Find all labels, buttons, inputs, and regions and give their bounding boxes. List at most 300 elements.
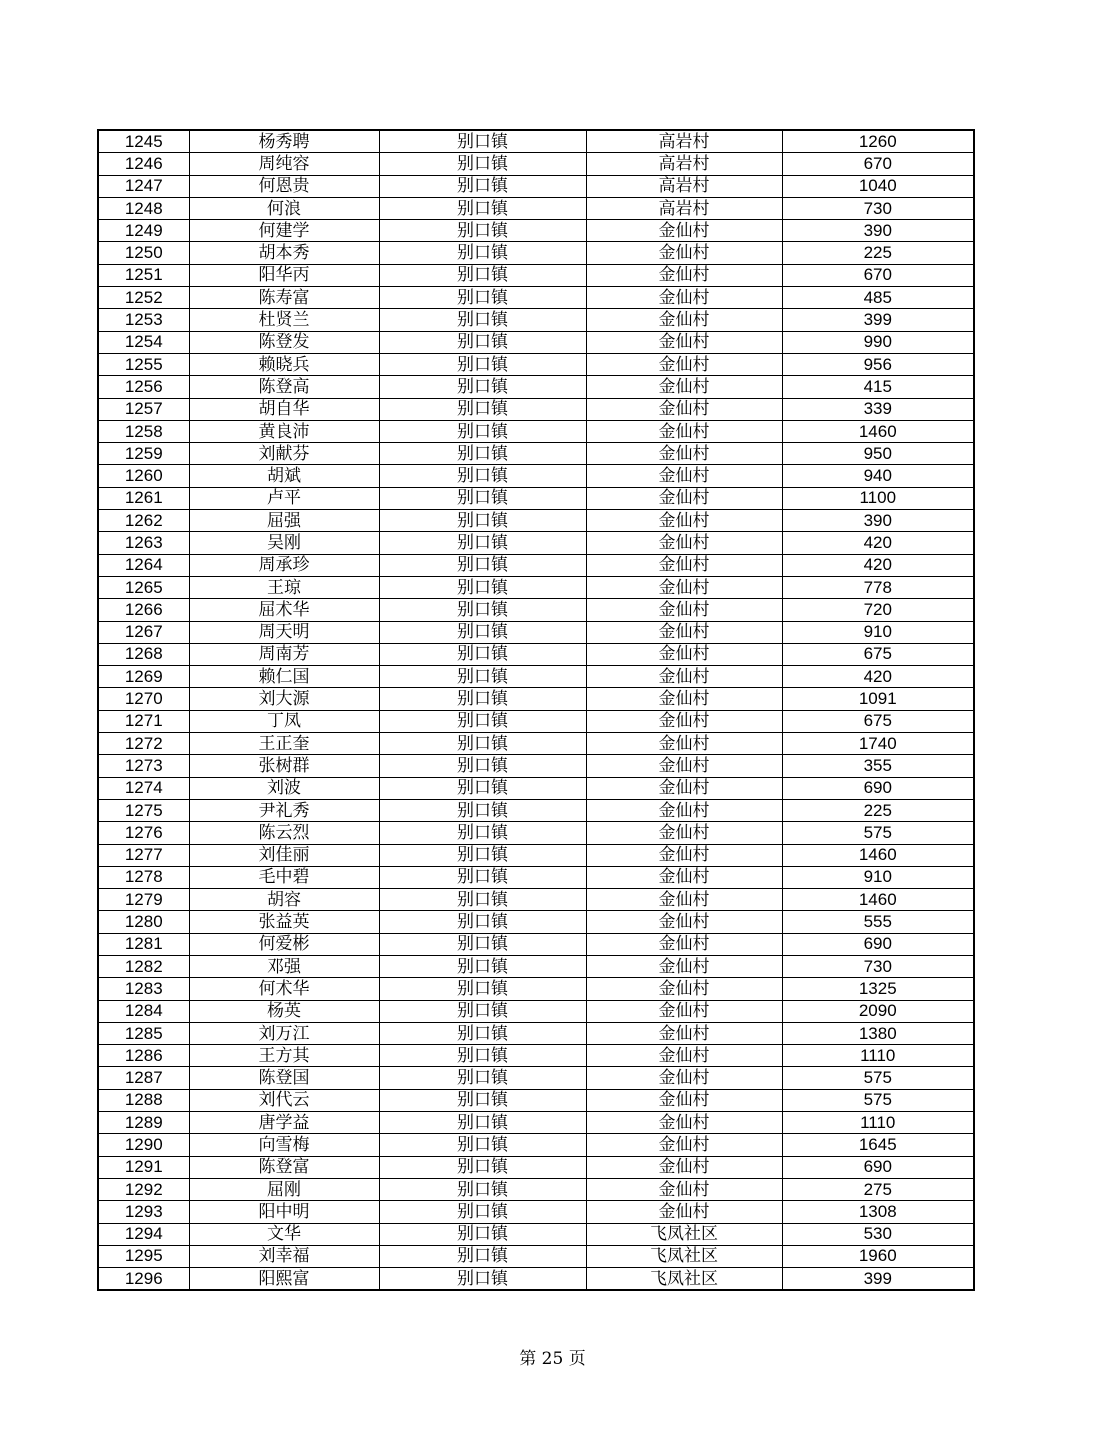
cell-village: 高岩村 [586, 175, 782, 197]
cell-amount: 690 [782, 1156, 974, 1178]
cell-town: 别口镇 [379, 1000, 586, 1022]
table-row [98, 197, 974, 219]
table-row [98, 153, 974, 175]
cell-number: 1269 [98, 666, 189, 688]
cell-village: 金仙村 [586, 242, 782, 264]
cell-name: 邓强 [189, 955, 379, 977]
table-row [98, 866, 974, 888]
data-table [97, 129, 975, 1291]
cell-town: 别口镇 [379, 1089, 586, 1111]
cell-village: 金仙村 [586, 554, 782, 576]
cell-name: 周承珍 [189, 554, 379, 576]
cell-town: 别口镇 [379, 889, 586, 911]
table-row [98, 487, 974, 509]
cell-village: 飞凤社区 [586, 1223, 782, 1245]
cell-village: 金仙村 [586, 398, 782, 420]
cell-town: 别口镇 [379, 755, 586, 777]
cell-amount: 940 [782, 465, 974, 487]
cell-town: 别口镇 [379, 153, 586, 175]
cell-number: 1287 [98, 1067, 189, 1089]
page-number: 第 25 页 [519, 1349, 586, 1369]
cell-town: 别口镇 [379, 510, 586, 532]
table-row [98, 576, 974, 598]
table-row [98, 844, 974, 866]
cell-name: 陈登国 [189, 1067, 379, 1089]
cell-number: 1245 [98, 130, 189, 153]
cell-village: 金仙村 [586, 264, 782, 286]
cell-name: 陈登发 [189, 331, 379, 353]
cell-name: 王琼 [189, 576, 379, 598]
cell-village: 金仙村 [586, 710, 782, 732]
table-row [98, 1245, 974, 1267]
cell-amount: 1960 [782, 1245, 974, 1267]
cell-name: 胡斌 [189, 465, 379, 487]
table-row [98, 955, 974, 977]
cell-number: 1263 [98, 532, 189, 554]
cell-amount: 690 [782, 777, 974, 799]
table-row [98, 510, 974, 532]
cell-amount: 225 [782, 799, 974, 821]
table-row [98, 465, 974, 487]
cell-name: 卢平 [189, 487, 379, 509]
table-row [98, 287, 974, 309]
cell-amount: 1460 [782, 844, 974, 866]
cell-town: 别口镇 [379, 1178, 586, 1200]
cell-name: 杨英 [189, 1000, 379, 1022]
cell-village: 金仙村 [586, 911, 782, 933]
cell-name: 向雪梅 [189, 1134, 379, 1156]
cell-town: 别口镇 [379, 532, 586, 554]
table-row [98, 1000, 974, 1022]
cell-amount: 670 [782, 264, 974, 286]
cell-amount: 1091 [782, 688, 974, 710]
table-row [98, 799, 974, 821]
cell-number: 1253 [98, 309, 189, 331]
cell-number: 1276 [98, 822, 189, 844]
cell-town: 别口镇 [379, 621, 586, 643]
table-row [98, 933, 974, 955]
cell-village: 金仙村 [586, 1022, 782, 1044]
table-row [98, 398, 974, 420]
data-table-container [97, 129, 975, 1291]
cell-name: 刘大源 [189, 688, 379, 710]
table-row [98, 353, 974, 375]
table-row [98, 1268, 974, 1291]
cell-amount: 1040 [782, 175, 974, 197]
cell-amount: 720 [782, 599, 974, 621]
cell-number: 1258 [98, 420, 189, 442]
table-row [98, 889, 974, 911]
cell-name: 屈术华 [189, 599, 379, 621]
cell-town: 别口镇 [379, 666, 586, 688]
cell-number: 1296 [98, 1268, 189, 1291]
table-row [98, 1045, 974, 1067]
cell-amount: 1380 [782, 1022, 974, 1044]
cell-number: 1295 [98, 1245, 189, 1267]
cell-village: 金仙村 [586, 420, 782, 442]
table-row [98, 822, 974, 844]
cell-amount: 1325 [782, 978, 974, 1000]
cell-name: 阳熙富 [189, 1268, 379, 1291]
cell-name: 何术华 [189, 978, 379, 1000]
cell-name: 杜贤兰 [189, 309, 379, 331]
cell-town: 别口镇 [379, 420, 586, 442]
cell-town: 别口镇 [379, 866, 586, 888]
cell-town: 别口镇 [379, 643, 586, 665]
cell-name: 尹礼秀 [189, 799, 379, 821]
cell-amount: 355 [782, 755, 974, 777]
cell-number: 1280 [98, 911, 189, 933]
cell-amount: 910 [782, 866, 974, 888]
cell-number: 1279 [98, 889, 189, 911]
cell-town: 别口镇 [379, 1201, 586, 1223]
cell-number: 1274 [98, 777, 189, 799]
cell-village: 金仙村 [586, 733, 782, 755]
cell-town: 别口镇 [379, 443, 586, 465]
table-row [98, 1134, 974, 1156]
cell-village: 金仙村 [586, 510, 782, 532]
table-row [98, 1022, 974, 1044]
table-body [98, 130, 974, 1290]
cell-amount: 555 [782, 911, 974, 933]
table-row [98, 1178, 974, 1200]
cell-name: 王正奎 [189, 733, 379, 755]
cell-number: 1270 [98, 688, 189, 710]
cell-name: 毛中碧 [189, 866, 379, 888]
cell-amount: 339 [782, 398, 974, 420]
table-row [98, 554, 974, 576]
cell-name: 何爱彬 [189, 933, 379, 955]
cell-name: 何恩贵 [189, 175, 379, 197]
cell-town: 别口镇 [379, 264, 586, 286]
cell-amount: 778 [782, 576, 974, 598]
cell-town: 别口镇 [379, 376, 586, 398]
cell-amount: 670 [782, 153, 974, 175]
cell-number: 1293 [98, 1201, 189, 1223]
cell-village: 金仙村 [586, 1201, 782, 1223]
cell-number: 1256 [98, 376, 189, 398]
cell-village: 金仙村 [586, 844, 782, 866]
cell-town: 别口镇 [379, 1156, 586, 1178]
cell-number: 1286 [98, 1045, 189, 1067]
cell-village: 金仙村 [586, 309, 782, 331]
cell-village: 金仙村 [586, 755, 782, 777]
cell-number: 1260 [98, 465, 189, 487]
cell-village: 金仙村 [586, 1045, 782, 1067]
cell-amount: 2090 [782, 1000, 974, 1022]
cell-village: 金仙村 [586, 621, 782, 643]
cell-name: 刘幸福 [189, 1245, 379, 1267]
cell-village: 金仙村 [586, 465, 782, 487]
cell-number: 1251 [98, 264, 189, 286]
table-row [98, 1089, 974, 1111]
cell-amount: 950 [782, 443, 974, 465]
table-row [98, 130, 974, 153]
cell-number: 1248 [98, 197, 189, 219]
table-row [98, 420, 974, 442]
table-row [98, 443, 974, 465]
table-row [98, 911, 974, 933]
cell-name: 周南芳 [189, 643, 379, 665]
cell-village: 金仙村 [586, 955, 782, 977]
table-row [98, 331, 974, 353]
cell-number: 1289 [98, 1112, 189, 1134]
cell-village: 飞凤社区 [586, 1245, 782, 1267]
cell-name: 张益英 [189, 911, 379, 933]
cell-town: 别口镇 [379, 353, 586, 375]
cell-name: 刘代云 [189, 1089, 379, 1111]
cell-number: 1282 [98, 955, 189, 977]
cell-town: 别口镇 [379, 822, 586, 844]
cell-village: 金仙村 [586, 599, 782, 621]
cell-number: 1265 [98, 576, 189, 598]
cell-name: 丁凤 [189, 710, 379, 732]
table-row [98, 621, 974, 643]
cell-village: 金仙村 [586, 1134, 782, 1156]
cell-town: 别口镇 [379, 242, 586, 264]
cell-name: 胡容 [189, 889, 379, 911]
cell-name: 陈寿富 [189, 287, 379, 309]
cell-village: 金仙村 [586, 822, 782, 844]
cell-amount: 575 [782, 1067, 974, 1089]
cell-village: 金仙村 [586, 866, 782, 888]
cell-town: 别口镇 [379, 911, 586, 933]
cell-village: 金仙村 [586, 1067, 782, 1089]
cell-number: 1281 [98, 933, 189, 955]
cell-amount: 390 [782, 220, 974, 242]
cell-number: 1247 [98, 175, 189, 197]
cell-village: 金仙村 [586, 487, 782, 509]
table-row [98, 599, 974, 621]
table-row [98, 1223, 974, 1245]
cell-town: 别口镇 [379, 1223, 586, 1245]
cell-number: 1278 [98, 866, 189, 888]
cell-village: 金仙村 [586, 353, 782, 375]
cell-town: 别口镇 [379, 331, 586, 353]
cell-village: 高岩村 [586, 153, 782, 175]
cell-amount: 1110 [782, 1045, 974, 1067]
cell-name: 吴刚 [189, 532, 379, 554]
cell-number: 1267 [98, 621, 189, 643]
cell-number: 1250 [98, 242, 189, 264]
cell-town: 别口镇 [379, 175, 586, 197]
cell-village: 金仙村 [586, 331, 782, 353]
cell-village: 金仙村 [586, 532, 782, 554]
cell-number: 1259 [98, 443, 189, 465]
cell-amount: 1110 [782, 1112, 974, 1134]
table-row [98, 1201, 974, 1223]
cell-amount: 690 [782, 933, 974, 955]
table-row [98, 242, 974, 264]
cell-amount: 390 [782, 510, 974, 532]
cell-name: 唐学益 [189, 1112, 379, 1134]
cell-number: 1290 [98, 1134, 189, 1156]
cell-village: 金仙村 [586, 1112, 782, 1134]
cell-number: 1285 [98, 1022, 189, 1044]
cell-number: 1294 [98, 1223, 189, 1245]
cell-town: 别口镇 [379, 1268, 586, 1291]
cell-name: 刘万江 [189, 1022, 379, 1044]
cell-town: 别口镇 [379, 955, 586, 977]
cell-amount: 1460 [782, 889, 974, 911]
cell-amount: 1308 [782, 1201, 974, 1223]
cell-village: 飞凤社区 [586, 1268, 782, 1291]
cell-town: 别口镇 [379, 844, 586, 866]
cell-town: 别口镇 [379, 710, 586, 732]
cell-number: 1275 [98, 799, 189, 821]
cell-number: 1255 [98, 353, 189, 375]
cell-name: 阳华丙 [189, 264, 379, 286]
cell-amount: 575 [782, 1089, 974, 1111]
cell-village: 金仙村 [586, 889, 782, 911]
cell-village: 金仙村 [586, 1178, 782, 1200]
cell-town: 别口镇 [379, 688, 586, 710]
cell-town: 别口镇 [379, 576, 586, 598]
cell-town: 别口镇 [379, 799, 586, 821]
cell-name: 屈强 [189, 510, 379, 532]
cell-town: 别口镇 [379, 465, 586, 487]
cell-amount: 420 [782, 532, 974, 554]
cell-town: 别口镇 [379, 978, 586, 1000]
cell-name: 刘波 [189, 777, 379, 799]
cell-village: 金仙村 [586, 799, 782, 821]
cell-number: 1291 [98, 1156, 189, 1178]
cell-name: 赖晓兵 [189, 353, 379, 375]
cell-name: 陈登高 [189, 376, 379, 398]
cell-number: 1284 [98, 1000, 189, 1022]
cell-amount: 399 [782, 309, 974, 331]
table-row [98, 643, 974, 665]
table-row [98, 376, 974, 398]
cell-amount: 530 [782, 1223, 974, 1245]
cell-village: 金仙村 [586, 443, 782, 465]
cell-amount: 1460 [782, 420, 974, 442]
cell-amount: 415 [782, 376, 974, 398]
cell-name: 刘献芬 [189, 443, 379, 465]
cell-number: 1246 [98, 153, 189, 175]
cell-village: 金仙村 [586, 666, 782, 688]
cell-town: 别口镇 [379, 287, 586, 309]
table-row [98, 777, 974, 799]
cell-village: 金仙村 [586, 1156, 782, 1178]
table-row [98, 220, 974, 242]
cell-town: 别口镇 [379, 220, 586, 242]
cell-amount: 1260 [782, 130, 974, 153]
table-row [98, 978, 974, 1000]
cell-name: 赖仁国 [189, 666, 379, 688]
cell-name: 张树群 [189, 755, 379, 777]
table-row [98, 710, 974, 732]
cell-number: 1277 [98, 844, 189, 866]
cell-village: 金仙村 [586, 1089, 782, 1111]
cell-amount: 990 [782, 331, 974, 353]
cell-village: 金仙村 [586, 643, 782, 665]
cell-village: 金仙村 [586, 376, 782, 398]
cell-number: 1262 [98, 510, 189, 532]
cell-town: 别口镇 [379, 1134, 586, 1156]
cell-name: 屈刚 [189, 1178, 379, 1200]
cell-amount: 956 [782, 353, 974, 375]
cell-number: 1268 [98, 643, 189, 665]
cell-number: 1254 [98, 331, 189, 353]
cell-amount: 675 [782, 710, 974, 732]
cell-town: 别口镇 [379, 1067, 586, 1089]
cell-number: 1288 [98, 1089, 189, 1111]
cell-amount: 730 [782, 197, 974, 219]
cell-town: 别口镇 [379, 197, 586, 219]
cell-name: 陈登富 [189, 1156, 379, 1178]
cell-town: 别口镇 [379, 933, 586, 955]
cell-name: 陈云烈 [189, 822, 379, 844]
cell-town: 别口镇 [379, 309, 586, 331]
cell-name: 何浪 [189, 197, 379, 219]
cell-name: 何建学 [189, 220, 379, 242]
cell-amount: 275 [782, 1178, 974, 1200]
cell-number: 1261 [98, 487, 189, 509]
cell-village: 金仙村 [586, 287, 782, 309]
cell-number: 1257 [98, 398, 189, 420]
cell-village: 金仙村 [586, 1000, 782, 1022]
cell-town: 别口镇 [379, 599, 586, 621]
cell-amount: 675 [782, 643, 974, 665]
cell-town: 别口镇 [379, 1045, 586, 1067]
cell-town: 别口镇 [379, 733, 586, 755]
cell-village: 金仙村 [586, 978, 782, 1000]
cell-number: 1252 [98, 287, 189, 309]
cell-name: 胡本秀 [189, 242, 379, 264]
cell-town: 别口镇 [379, 1245, 586, 1267]
cell-amount: 420 [782, 666, 974, 688]
table-row [98, 264, 974, 286]
cell-village: 金仙村 [586, 933, 782, 955]
cell-town: 别口镇 [379, 1022, 586, 1044]
cell-amount: 910 [782, 621, 974, 643]
cell-number: 1273 [98, 755, 189, 777]
cell-number: 1292 [98, 1178, 189, 1200]
cell-name: 周纯容 [189, 153, 379, 175]
cell-number: 1271 [98, 710, 189, 732]
cell-name: 刘佳丽 [189, 844, 379, 866]
cell-village: 高岩村 [586, 130, 782, 153]
table-row [98, 1112, 974, 1134]
cell-number: 1272 [98, 733, 189, 755]
table-row [98, 733, 974, 755]
cell-name: 阳中明 [189, 1201, 379, 1223]
table-row [98, 1156, 974, 1178]
table-row [98, 175, 974, 197]
cell-name: 杨秀聘 [189, 130, 379, 153]
cell-amount: 1645 [782, 1134, 974, 1156]
cell-number: 1266 [98, 599, 189, 621]
cell-amount: 575 [782, 822, 974, 844]
cell-town: 别口镇 [379, 777, 586, 799]
cell-amount: 1100 [782, 487, 974, 509]
table-row [98, 1067, 974, 1089]
cell-town: 别口镇 [379, 130, 586, 153]
cell-town: 别口镇 [379, 487, 586, 509]
cell-village: 金仙村 [586, 576, 782, 598]
cell-name: 周天明 [189, 621, 379, 643]
cell-town: 别口镇 [379, 1112, 586, 1134]
cell-amount: 399 [782, 1268, 974, 1291]
table-row [98, 688, 974, 710]
cell-amount: 485 [782, 287, 974, 309]
cell-number: 1249 [98, 220, 189, 242]
cell-number: 1283 [98, 978, 189, 1000]
cell-village: 金仙村 [586, 688, 782, 710]
table-row [98, 532, 974, 554]
table-row [98, 666, 974, 688]
